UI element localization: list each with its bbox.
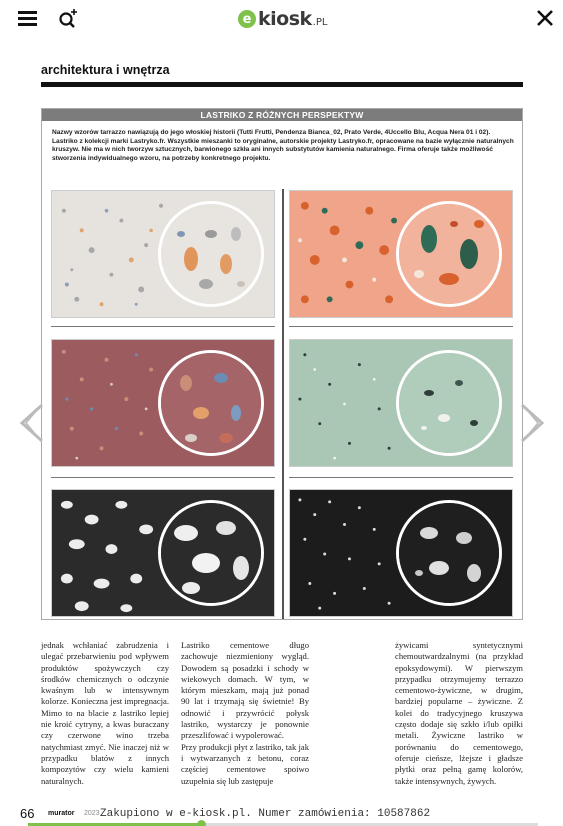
- swatch-acqua-nera-02: [289, 489, 513, 617]
- swatch-tutti-frutti: [289, 190, 513, 318]
- swatch-prato-verde: [289, 339, 513, 467]
- ekiosk-logo[interactable]: [238, 7, 327, 31]
- reading-progress-handle[interactable]: [197, 820, 206, 826]
- purchase-watermark: Zakupiono w e-kiosk.pl. Numer zamówienia: 10587862: [100, 808, 431, 820]
- swatch-detail-circle: [396, 500, 502, 606]
- logo-mark: e: [238, 10, 256, 28]
- panel-caption: Nazwy wzorów tarrazzo nawiązują do jego włoskiej historii (Tutti Frutti, Pendenza Bianca_02, Prato Verde, 4Uccello Blu, Acqua Nera 01 i 02). Lastriko z kolekcji marki Lastryko.fr. Wszystkie mieszanki to oryginalne, autorskie projekty Lastryko.fr, opracowane na bazie wyłącznie naturalnych kruszyw. Nie ma w nich tworzyw sztucznych, barwionego szkła ani innych substytutów kamienia naturalnego. Firma oferuje także możliwość stworzenia indywidualnego wzoru, na potrzeby konkretnego projektu.: [52, 129, 514, 162]
- panel-divider: [282, 189, 284, 619]
- swatch-rule: [51, 326, 275, 327]
- page-footer: [0, 804, 563, 826]
- swatch-detail-circle: [158, 201, 264, 307]
- swatch-rule: [289, 477, 513, 478]
- footer-date: 2023: [84, 810, 100, 817]
- section-rule: [41, 82, 523, 87]
- chevron-right-icon[interactable]: [518, 403, 546, 443]
- logo-suffix: .PL: [312, 17, 328, 28]
- search-plus-icon[interactable]: [58, 7, 80, 29]
- swatch-detail-circle: [158, 350, 264, 456]
- swatch-detail-circle: [396, 201, 502, 307]
- chevron-left-icon[interactable]: [18, 403, 46, 443]
- logo-text: kiosk: [258, 8, 312, 30]
- swatch-rule: [289, 326, 513, 327]
- page-number: 66: [20, 806, 35, 821]
- article-column-3: żywicami syntetycznymi chemoutwardzalnymi (na przykład epoksydowymi). W pierwszym przypadku otrzymujemy terrazzo cementowo-żywiczne, w drugim, bardziej popularne – żywiczne. Z kolei do tradycyjnego kruszywa często dodaje się szkło i/lub opiłki metali. Żywiczne lastriko w porównaniu do cementowego, oferuje cieńsze, lżejsze i gładsze płytki oraz pełną gamę kolorów, także intensywnych, żywych.: [395, 640, 523, 786]
- swatch-rule: [51, 477, 275, 478]
- top-bar: [0, 0, 563, 40]
- footer-brand: murator: [48, 810, 75, 817]
- close-icon[interactable]: [536, 9, 554, 27]
- swatch-uccello-blu: [51, 339, 275, 467]
- swatch-detail-circle: [396, 350, 502, 456]
- article-column-1: jednak wchłaniać zabrudzenia i ulegać przebarwieniu pod wpływem produktów spożywczych czy środków chemicznych o odczynie kwaśnym lub w intensywnym kolorze. Konieczna jest impregnacja. Mimo to na blacie z lastriko lepiej nie kroić cytryny, a kwas buraczany czy czerwone wino trzeba natychmiast zmyć. Nie inaczej niż w przypadku blatów z innych kompozytów czy wielu kamieni naturalnych.: [41, 640, 169, 786]
- swatch-pendenza-bianca: [51, 190, 275, 318]
- panel-title: LASTRIKO Z RÓŻNYCH PERSPEKTYW: [42, 109, 522, 121]
- terrazzo-panel: [41, 108, 523, 620]
- section-title: architektura i wnętrza: [41, 63, 170, 77]
- hamburger-menu-icon[interactable]: [18, 11, 37, 27]
- article-column-2: Lastriko cementowe długo zachowuje niezmieniony wygląd. Dowodem są posadzki i schody w wiekowych domach. W tym, w którym mieszkam, mają już ponad 90 lat i trzymają się świetnie! By odnowić i przywrócić połysk lastriko, wystarczy je ponownie przeszlifować i wypolerować. Przy produkcji płyt z lastriko, tak jak i wytwarzanych z betonu, coraz częściej cementowe spoiwo uzupełnia się lub zastępuje: [181, 640, 309, 786]
- swatch-detail-circle: [158, 500, 264, 606]
- swatch-acqua-nera-01: [51, 489, 275, 617]
